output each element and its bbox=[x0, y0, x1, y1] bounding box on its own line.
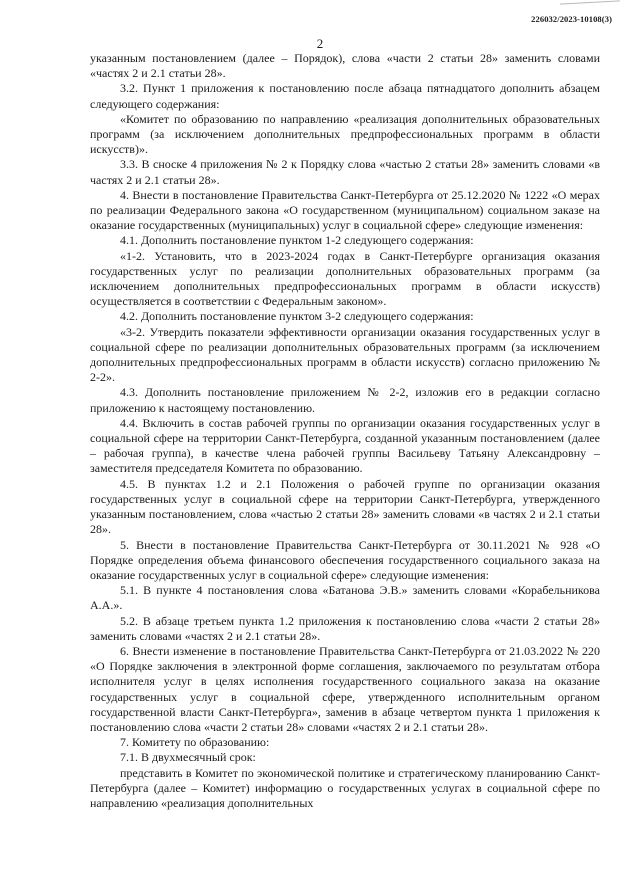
paragraph: 4.2. Дополнить постановление пунктом 3-2 следующего содержания: bbox=[120, 309, 474, 324]
paragraph: «Комитет по образованию по направлению «реализация дополнительных образовательных программ (за исключением дополнительных предпрофессиональных программ в области искусств)». bbox=[90, 111, 600, 157]
paragraph: 4.5. В пунктах 1.2 и 2.1 Положения о рабочей группе по организации оказания государственных услуг в социальной сфере на территории Санкт-Петербурга, утвержденного указанным постановлением, слова «частью 2 статьи 28» заменить словами «в частях 2 и 2.1 статьи 28». bbox=[90, 476, 600, 537]
paragraph: 7. Комитету по образованию: bbox=[120, 735, 270, 750]
paragraph: указанным постановлением (далее – Порядок), слова «части 2 статьи 28» заменить словами «частях 2 и 2.1 статьи 28». bbox=[90, 51, 600, 81]
paragraph: 4.3. Дополнить постановление приложением № 2-2, изложив его в редакции согласно приложению к настоящему постановлению. bbox=[90, 385, 600, 415]
paragraph: 5. Внести в постановление Правительства Санкт-Петербурга от 30.11.2021 № 928 «О Порядке определения объема финансового обеспечения государственного социального заказа на оказание государственных услуг в социальной сфере» следующие изменения: bbox=[90, 537, 600, 582]
paragraph: 5.2. В абзаце третьем пункта 1.2 приложения к постановлению слова «части 2 статьи 28» заменить словами «частях 2 и 2.1 статьи 28». bbox=[90, 613, 600, 643]
paragraph: 3.2. Пункт 1 приложения к постановлению после абзаца пятнадцатого дополнить абзацем следующего содержания: bbox=[90, 81, 600, 111]
paragraph: 3.3. В сноске 4 приложения № 2 к Порядку слова «частью 2 статьи 28» заменить словами «в частях 2 и 2.1 статьи 28». bbox=[90, 157, 600, 187]
paragraph: 4.4. Включить в состав рабочей группы по организации оказания государственных услуг в социальной сфере на территории Санкт-Петербурга, созданной указанным постановлением (далее – рабочая группа), в качестве члена рабочей группы Васильеву Татьяну Александровну – заместителя председателя Комитета по образованию. bbox=[90, 415, 600, 476]
paragraph: 7.1. В двухмесячный срок: bbox=[120, 750, 256, 765]
paragraph: 5.1. В пункте 4 постановления слова «Батанова Э.В.» заменить словами «Корабельникова А.А.». bbox=[90, 583, 600, 613]
page-number: 2 bbox=[316, 36, 324, 51]
paragraph: 4.1. Дополнить постановление пунктом 1-2 следующего содержания: bbox=[120, 233, 474, 248]
paragraph: представить в Комитет по экономической политике и стратегическому планированию Санкт-Петербурга (далее – Комитет) информацию о государственных услугах в социальной сфере по направлению «реализация дополнительных bbox=[90, 765, 600, 810]
document-number: 226032/2023-10108(3) bbox=[531, 14, 612, 24]
scan-artifact bbox=[560, 0, 620, 10]
paragraph: 6. Внести изменение в постановление Правительства Санкт-Петербурга от 21.03.2022 № 220 «О Порядке заключения в электронной форме соглашения, заключаемого по результатам отбора исполнителя услуг в целях исполнения государственного социального заказа на оказание государственных услуг в социальной сфере, утвержденного исполнительным органом государственной власти Санкт-Петербурга», заменив в абзаце четвертом пункта 1 приложения к постановлению слова «части 2 статьи 28» словами «частях 2 и 2.1 статьи 28». bbox=[90, 643, 600, 734]
paragraph: «1-2. Установить, что в 2023-2024 годах в Санкт-Петербурге организация оказания государственных услуг по реализации дополнительных образовательных программ (за исключением дополнительных предпрофессиональных программ в области искусств) осуществляется в соответствии с Федеральным законом». bbox=[90, 248, 600, 309]
paragraph: 4. Внести в постановление Правительства Санкт-Петербурга от 25.12.2020 № 1222 «О мерах по реализации Федерального закона «О государственном (муниципальном) социальном заказе на оказание государственных (муниципальных) услуг в социальной сфере» следующие изменения: bbox=[90, 187, 600, 233]
paragraph: «3-2. Утвердить показатели эффективности организации оказания государственных услуг в социальной сфере по реализации дополнительных образовательных программ (за исключением дополнительных предпрофессиональных программ в области искусств) согласно приложению № 2-2». bbox=[90, 324, 600, 385]
document-body bbox=[90, 51, 600, 811]
